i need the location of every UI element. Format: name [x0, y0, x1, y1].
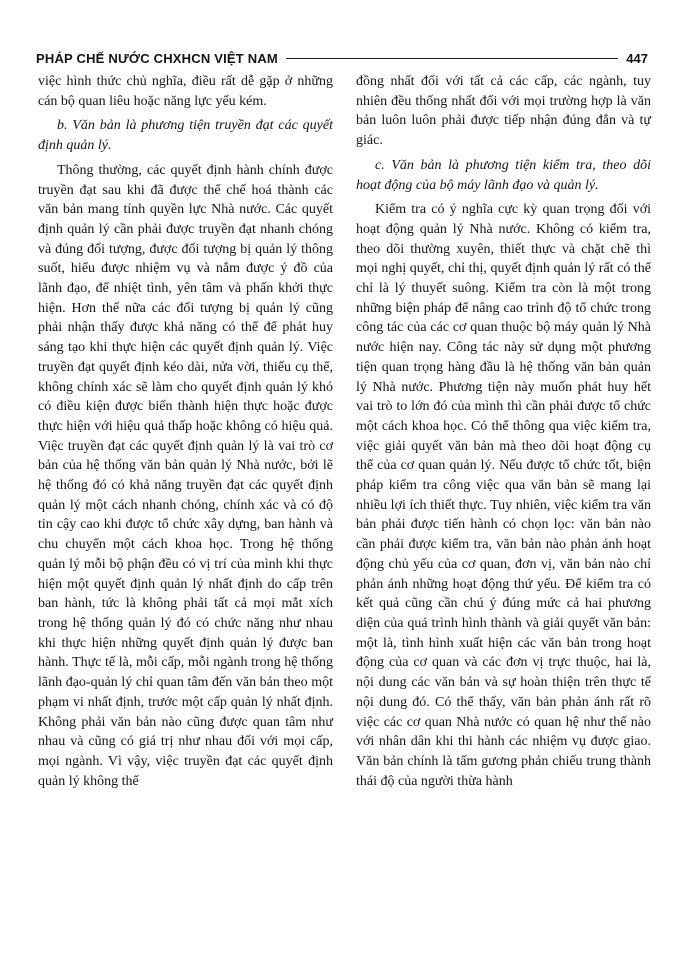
page-header [36, 48, 648, 68]
left-column [38, 72, 333, 791]
body-paragraph: Thông thường, các quyết định hành chính được truyền đạt sau khi đã được thể chế hoá thành các văn bản mang tính quyền lực Nhà nước. Các quyết định quản lý cần phải được truyền đạt nhanh chóng và đúng đối tượng, được đối tượng bị quản lý thông suốt, hiểu được nhiệm vụ và nắm được ý đồ của lãnh đạo, để nhiệt tình, yên tâm và phấn khởi thực hiện. Hơn thế nữa các đối tượng bị quản lý cũng phải nhận thấy được khả năng có thể để phát huy sáng tạo khi thực hiện các quyết định quản lý. Việc truyền đạt quyết định kéo dài, nửa vời, thiếu cụ thể, không chính xác sẽ làm cho quyết định quản lý khó có điều kiện được biến thành hiện thực hoặc được thực hiện với hiệu quả thấp hoặc không có hiệu quả. Việc truyền đạt các quyết định quản lý là vai trò cơ bản của hệ thống văn bản quản lý Nhà nước, bởi lẽ hệ thống đó có khả năng truyền đạt các quyết định quản lý một cách nhanh chóng, chính xác và có độ tin cậy cao khi được tổ chức xây dựng, ban hành và chu chuyển một cách khoa học. Trong hệ thống quản lý mỗi bộ phận đều có vị trí của mình khi thực hiện một quyết định quản lý nhất định do cấp trên ban hành, tức là không phải tất cả mọi mắt xích trong hệ thống quản lý đó có chức năng như nhau khi thực hiện những quyết định quản lý được ban hành. Thực tế là, mỗi cấp, mỗi ngành trong hệ thống lãnh đạo-quản lý chỉ quan tâm đến văn bản theo một phạm vi nhất định, trước một cấp quản lý nhất định. Không phải văn bản nào cũng được quan tâm như nhau và cũng có giá trị như nhau đối với mọi cấp, mọi ngành. Vì vậy, việc truyền đạt các quyết định quản lý không thể [38, 162, 333, 789]
subheading-b: b. Văn bản là phương tiện truyền đạt các quyết định quản lý. [38, 118, 333, 154]
page-number: 447 [626, 50, 648, 66]
right-column [356, 72, 651, 791]
header-rule [286, 58, 618, 59]
continuation-paragraph: việc hình thức chủ nghĩa, điều rất dễ gặp ở những cán bộ quan liêu hoặc năng lực yếu kém. [38, 74, 333, 109]
continuation-paragraph: đồng nhất đối với tất cả các cấp, các ngành, tuy nhiên đều thống nhất đối với mọi trường hợp là văn bản luôn luôn phải được tiếp nhận đúng đắn và tự giác. [356, 74, 651, 149]
subheading-c: c. Văn bản là phương tiện kiểm tra, theo dõi hoạt động của bộ máy lãnh đạo và quản lý. [356, 157, 651, 193]
running-title: PHÁP CHẾ NƯỚC CHXHCN VIỆT NAM [36, 50, 278, 66]
body-paragraph: Kiểm tra có ý nghĩa cực kỳ quan trọng đối với hoạt động quản lý Nhà nước. Không có kiểm tra, theo dõi thường xuyên, thiết thực và chặt chẽ thì mọi nghị quyết, chỉ thị, quyết định quản lý rất có thể chỉ là lý thuyết suông. Kiểm tra còn là một trong những biện pháp để nâng cao trình độ tổ chức trong công tác của các cơ quan thuộc bộ máy quản lý Nhà nước hiện nay. Công tác này sử dụng một phương tiện quan trọng hàng đầu là hệ thống văn bản quản lý Nhà nước. Phương tiện này muốn phát huy hết vai trò to lớn đó của mình thì cần phải được tổ chức một cách khoa học. Có thể thông qua việc kiểm tra, việc giải quyết văn bản mà theo dõi hoạt động cụ thể của cơ quan quản lý. Nếu được tổ chức tốt, biện pháp kiểm tra công việc qua văn bản sẽ mang lại nhiều lợi ích thiết thực. Tuy nhiên, việc kiểm tra văn bản phải được tiến hành có chọn lọc: văn bản nào cần phải được kiểm tra, văn bản nào phản ánh hoạt động chủ yếu của cơ quan, đơn vị, văn bản nào chỉ phản ánh những hoạt động thứ yếu. Để kiểm tra có kết quả cũng cần chú ý đúng mức cả hai phương diện của quá trình hình thành và giải quyết văn bản: một là, tình hình xuất hiện các văn bản trong hoạt động của cơ quan và các đơn vị trực thuộc, hai là, nội dung các văn bản và sự hoàn thiện trên thực tế nội dung đó. Có thể thấy, văn bản phản ánh rất rõ việc các cơ quan Nhà nước có quan hệ như thế nào với nhân dân khi thi hành các nhiệm vụ được giao. Văn bản chính là tấm gương phản chiếu trung thành thái độ của người thừa hành [356, 202, 651, 789]
